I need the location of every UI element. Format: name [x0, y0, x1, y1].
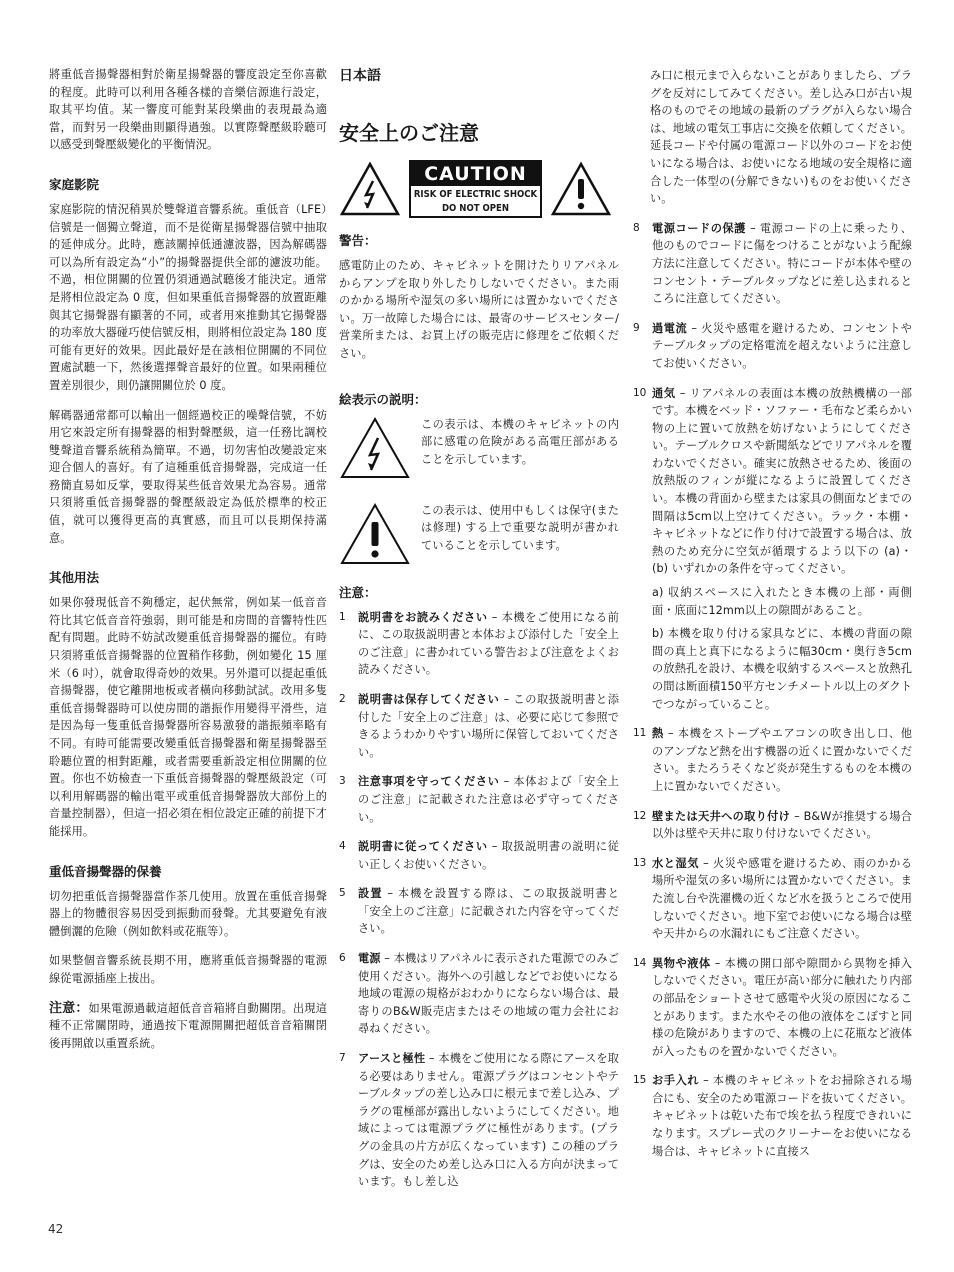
- caution-line-2: DO NOT OPEN: [441, 203, 510, 214]
- heading-warning: 警告：: [339, 233, 377, 248]
- item-title: 注意事項を守ってください: [358, 775, 500, 789]
- caution-box: [409, 160, 542, 218]
- list-item: [339, 691, 619, 761]
- item-text: [652, 725, 912, 795]
- item-description: – 火災や感電を避けるため、コンセントやテーブルタップの定格電流を超えないように注意してお使いください。: [652, 321, 912, 370]
- heading-home-theater: 家庭影院: [49, 176, 100, 192]
- item-body: [652, 808, 912, 843]
- item-text: [358, 691, 619, 761]
- paragraph: 如果你發現低音不夠穩定，起伏無常，例如某一低音音符比其它低音音符強弱，則可能是和房間的音響特性匹配有問題。此時不妨試改變重低音揚聲器的擺位。有時只須將重低音揚聲器的位置稍作移動，例如變化 15 厘米（6 吋），就會取得奇妙的效果。另外還可以提起重低音揚聲器，使它離開地板或者橫向移動試試。改用多隻重低音揚聲器時可以使房間的諧振作用變得平滑些，這是因為每一隻重低音揚聲器所容易激發的諧振頻率略有不同。有時可能需要改變重低音揚聲器和衛星揚聲器至聆聽位置的相對距離，或者需要重新設定相位開關的位置。你也不妨檢查一下重低音揚聲器的聲壓級設定（可以利用解碼器的輸出電平或重低音揚聲器放大部份上的音量控制器），但這一招必須在相位設定正確的前提下才能採用。: [49, 596, 327, 838]
- item-text: [358, 885, 619, 938]
- list-item: [339, 1050, 619, 1191]
- item-text: [358, 838, 619, 873]
- heading-other-uses: 其他用法: [49, 570, 100, 586]
- electric-shock-icon: [339, 416, 411, 480]
- page-number: 42: [48, 1222, 64, 1236]
- caution-label: [339, 160, 619, 218]
- item-title: 電源コードの保護: [652, 221, 746, 235]
- electric-shock-warning-icon: [339, 161, 401, 217]
- item-text: [652, 855, 912, 943]
- item-title: 設置: [358, 887, 383, 901]
- item-body: [652, 1072, 912, 1160]
- item-number: 1: [339, 610, 346, 623]
- item-number: 7: [339, 1052, 346, 1065]
- item-text: [652, 1072, 912, 1160]
- item-number: 5: [339, 887, 346, 900]
- list-item: [339, 773, 619, 826]
- item-description: – 本機をストーブやエアコンの吹き出し口、他のアンプなど熱を出す機器の近くに置かないでください。またろうそくなど炎が発生するものを本機の上に置かないでください。: [652, 727, 912, 793]
- item-description: – リアパネルの表面は本機の放熱機構の一部です。本機をベッド・ソファー・毛布など柔らかい物の上に置いて放熱を妨げないようにしてください。テーブルクロスや新聞紙などでリアパネルを覆わないでください。確実に放熱させるため、後面の放熱版のフィンが縦になるように設置してください。本機の背面から壁または家具の側面などまでの間隔は5cm以上空けてください。ラック・本棚・キャビネットなどに作り付けで設置する場合は、放熱のため充分に空気が循環するよう以下の (a)・(b) いずれかの条件を守ってください。: [652, 386, 912, 576]
- item-body: [358, 691, 619, 761]
- list-item: [339, 885, 619, 938]
- note-text: 如果電源過載這超低音音箱將自動關閉。出現這種不正常關閉時，通過按下電源開關把超低音音箱關閉後再開啟以重置系統。: [49, 1001, 327, 1050]
- list-item: [339, 609, 619, 679]
- item-title: 水と湿気: [652, 856, 700, 870]
- item-number: 11: [633, 727, 647, 740]
- list-item: [633, 385, 912, 714]
- item-title: 熱: [652, 727, 664, 741]
- item-7-continued: み口に根元まで入らないことがありましたら、プラグを反対にしてみてください。差し込み口が古い規格のものでその地域の最新のプラグが入らない場合は、地域の電気工事店に交換を依頼してください。延長コードや付属の電源コード以外のコードをお使いになる場合は、お使いになる地域の安全規格に適合した一体型の(分解できない)ものをお使いください。: [650, 69, 912, 206]
- symbol-row-shock: [339, 416, 619, 480]
- item-number: 12: [633, 809, 647, 822]
- item-title: 電源: [358, 952, 381, 966]
- item-number: 14: [633, 956, 647, 969]
- paragraph: 切勿把重低音揚聲器當作茶几使用。放置在重低音揚聲器上的物體很容易因受到振動而發聲。尤其要避免有液體倒灑的危險（例如飲料或花瓶等）。: [49, 889, 327, 938]
- item-description: – 本体および「安全上のご注意」に記載された注意は必ず守ってください。: [358, 775, 619, 824]
- item-text: [358, 950, 619, 1038]
- list-item: [633, 855, 912, 943]
- item-body: [652, 725, 912, 795]
- caution-subtext: [411, 186, 540, 216]
- list-item: [633, 955, 912, 1061]
- item-description: – 本機はリアパネルに表示された電源でのみご使用ください。海外への引越しなどでお使いになる地域の電源の規格がおわかりにならない場合は、最寄りのB&W販売店またはその地域の電力会社にお尋ねください。: [358, 952, 619, 1036]
- item-number: 15: [633, 1074, 647, 1087]
- item-text: [358, 773, 619, 826]
- item-title: 異物や液体: [652, 956, 711, 970]
- page-title: 安全上のご注意: [339, 121, 479, 145]
- exclamation-warning-icon: [550, 161, 612, 217]
- column-japanese-2: [633, 67, 912, 1172]
- item-number: 6: [339, 952, 346, 965]
- item-title: お手入れ: [652, 1074, 699, 1088]
- item-body: [358, 885, 619, 938]
- list-item: [633, 725, 912, 795]
- item-number: 13: [633, 856, 647, 869]
- item-text: [652, 385, 912, 579]
- list-item: [339, 950, 619, 1038]
- symbol-description: この表示は、本機のキャビネットの内部に感電の危険がある高電圧部があることを示しています。: [421, 417, 619, 466]
- item-body: [652, 320, 912, 373]
- exclamation-icon: [339, 502, 411, 566]
- symbol-row-exclamation: [339, 502, 619, 566]
- item-body: [652, 385, 912, 714]
- item-number: 8: [633, 221, 640, 234]
- item-description: – この取扱説明書と添付した「安全上のご注意」は、必要に応じて参照できるようわかりやすい場所に保管しておいてください。: [358, 692, 619, 759]
- item-text: [358, 609, 619, 679]
- list-item: [633, 808, 912, 843]
- heading-maintenance: 重低音揚聲器的保養: [49, 863, 162, 879]
- paragraph: 家庭影院的情況稍異於雙聲道音響系統。重低音（LFE）信號是一個獨立聲道，而不是從衛星揚聲器信號中抽取的延伸成分。此時，應該關掉低通濾波器，因為解碼器可以為所有設定為“小”的揚聲器提供全部的濾波功能。不過，相位開關的位置仍須通過試聽後才能決定。通常是將相位設定為 0 度，但如果重低音揚聲器的放置距離與其它揚聲器有顯著的不同，或者用來推動其它揚聲器的功率放大器碰巧使信號反相，則將相位設定為 180 度可能有更好的效果。因此最好是在該相位開關的不同位置處試聽一下，然後選擇聲音最好的位置。如果兩種位置差別很少，則仍讓開關位於 0 度。: [49, 202, 327, 392]
- item-number: 4: [339, 840, 346, 853]
- list-item: [633, 220, 912, 308]
- item-description: – 火災や感電を避けるため、雨のかかる場所や湿気の多い場所には置かないでください。また流し台や洗濯機の近くなど水を扱うところで使用しないでください。地下室でお使いになる場合は壁や天井からの水漏れにもご注意ください。: [652, 856, 912, 941]
- item-body: [358, 1050, 619, 1191]
- item-number: 10: [633, 386, 647, 399]
- caution-line-1: RISK OF ELECTRIC SHOCK: [413, 189, 538, 200]
- list-item: [633, 320, 912, 373]
- item-title: 説明書は保存してください: [358, 692, 500, 706]
- item-description: – 本機のキャビネットをお掃除される場合にも、安全のため電源コードを抜いてください。キャビネットは乾いた布で埃を払う程度できれいになります。スプレー式のクリーナーをお使いになる場合は、キャビネットに直接ス: [652, 1074, 912, 1158]
- item-body: [652, 220, 912, 308]
- item-number: 2: [339, 692, 346, 705]
- heading-notes: 注意：: [339, 584, 377, 600]
- item-title: アースと極性: [358, 1052, 426, 1066]
- caution-word: CAUTION: [411, 162, 540, 186]
- note-paragraph: [49, 1000, 327, 1053]
- item-description: – 本機をご使用になる前に、この取扱説明書と本体および添付した「安全上のご注意」に書かれている警告および注意をよくお読みください。: [358, 610, 619, 677]
- item-body: [358, 838, 619, 873]
- item-body: [358, 773, 619, 826]
- language-heading: 日本語: [339, 68, 381, 84]
- heading-symbols: 絵表示の説明：: [339, 391, 427, 407]
- item-description: – 取扱説明書の説明に従い正しくお使いください。: [358, 840, 619, 871]
- symbol-description: この表示は、使用中もしくは保守(または修理) する上で重要な説明が書かれていることを示しています。: [421, 503, 619, 552]
- item-title: 説明書に従ってください: [358, 840, 488, 854]
- item-body: [652, 855, 912, 943]
- item-text: [652, 808, 912, 843]
- item-description: – B&Wが推奨する場合以外は壁や天井に取り付けないでください。: [652, 809, 913, 841]
- item-title: 過電流: [652, 321, 688, 335]
- item-text: [652, 320, 912, 373]
- item-description: – 本機をご使用になる際にアースを取る必要はありません。電源プラグはコンセントやテーブルタップの差し込み口に根元まで差し込み、プラグの電極部が露出しないようにしてください。地域によっては電源プラグに極性があります。(プラグの金具の片方が広くなっています) この種のプラグは、安全のため差し込み口に入る方向が決まっています。もし差し込: [358, 1052, 619, 1189]
- item-title: 説明書をお読みください: [358, 610, 488, 624]
- item-number: 3: [339, 775, 346, 788]
- item-title: 壁または天井への取り付け: [652, 809, 791, 823]
- item-body: [358, 609, 619, 679]
- item-number: 9: [633, 321, 640, 334]
- item-text: [652, 955, 912, 1061]
- item-text: [358, 1050, 619, 1191]
- item-text: [652, 220, 912, 308]
- notes-list-continued: [633, 220, 912, 1161]
- warning-text: 感電防止のため、キャビネットを開けたりリアパネルからアンプを取り外したりしないでください。また雨のかかる場所や湿気の多い場所には置かないでください。万一故障した場合には、最寄のサービスセンター/営業所または、お買上げの販売店に修理をご依頼ください。: [339, 259, 619, 360]
- paragraph: 解碼器通常都可以輸出一個經過校正的噪聲信號，不妨用它來設定所有揚聲器的相對聲壓級，這一任務比調校雙聲道音響系統稍為簡單。不過，切勿害怕改變設定來迎合個人的喜好。有了這種重低音揚聲器，完成這一任務簡直易如反掌，要取得某些低音效果尤為容易。通常只須將重低音揚聲器的聲壓級設定為低於標準的校正值，就可以獲得更高的真實感，而且可以長期保持滿意。: [49, 408, 327, 545]
- list-item: [339, 838, 619, 873]
- item-body: [358, 950, 619, 1038]
- item-body: [652, 955, 912, 1061]
- item-subpoint: b) 本機を取り付ける家具などに、本機の背面の隙間の真上と真下になるように幅30cm・奥行き5cmの放熱孔を設け、本機を収納するスペースと放熱孔の間は断面積150平方センチメートル以上のダクトでつながっていること。: [652, 627, 912, 711]
- column-japanese-1: [339, 66, 619, 1203]
- item-subpoint: a) 収納スペースに入れたとき本機の上部・両側面・底面に12mm以上の隙間があること。: [652, 586, 912, 617]
- notes-list: [339, 609, 619, 1191]
- item-title: 通気: [652, 386, 676, 400]
- list-item: [633, 1072, 912, 1160]
- note-label: 注意：: [49, 1000, 89, 1016]
- paragraph: 如果整個音響系統長期不用，應將重低音揚聲器的電源線從電源插座上拔出。: [49, 954, 327, 985]
- item-description: – 本機の開口部や隙間から異物を挿入しないでください。電圧が高い部分に触れたり内部の部品をショートさせて感電や火災の原因になることがあります。また水やその他の液体をこぼすと同様の危険がありますので、本機の上に花瓶など液体が入ったものを置かないでください。: [652, 956, 912, 1058]
- item-description: – 本機を設置する際は、この取扱説明書と「安全上のご注意」に記載された内容を守ってください。: [358, 887, 620, 936]
- item-description: – 電源コードの上に乗ったり、他のものでコードに傷をつけることがないよう配線方法に注意してください。特にコードが本体や壁のコンセント・テーブルタップなどに差し込まれるところに注意してください。: [652, 221, 912, 306]
- column-chinese: [49, 66, 327, 1052]
- paragraph: 將重低音揚聲器相對於衛星揚聲器的響度設定至你喜歡的程度。此時可以利用各種各樣的音樂信源進行設定，取其平均值。某一響度可能對某段樂曲的表現最為適當，而對另一段樂曲則顯得過強。以實際聲壓級聆聽可以感受到聲壓級變化的平衡情況。: [49, 68, 327, 152]
